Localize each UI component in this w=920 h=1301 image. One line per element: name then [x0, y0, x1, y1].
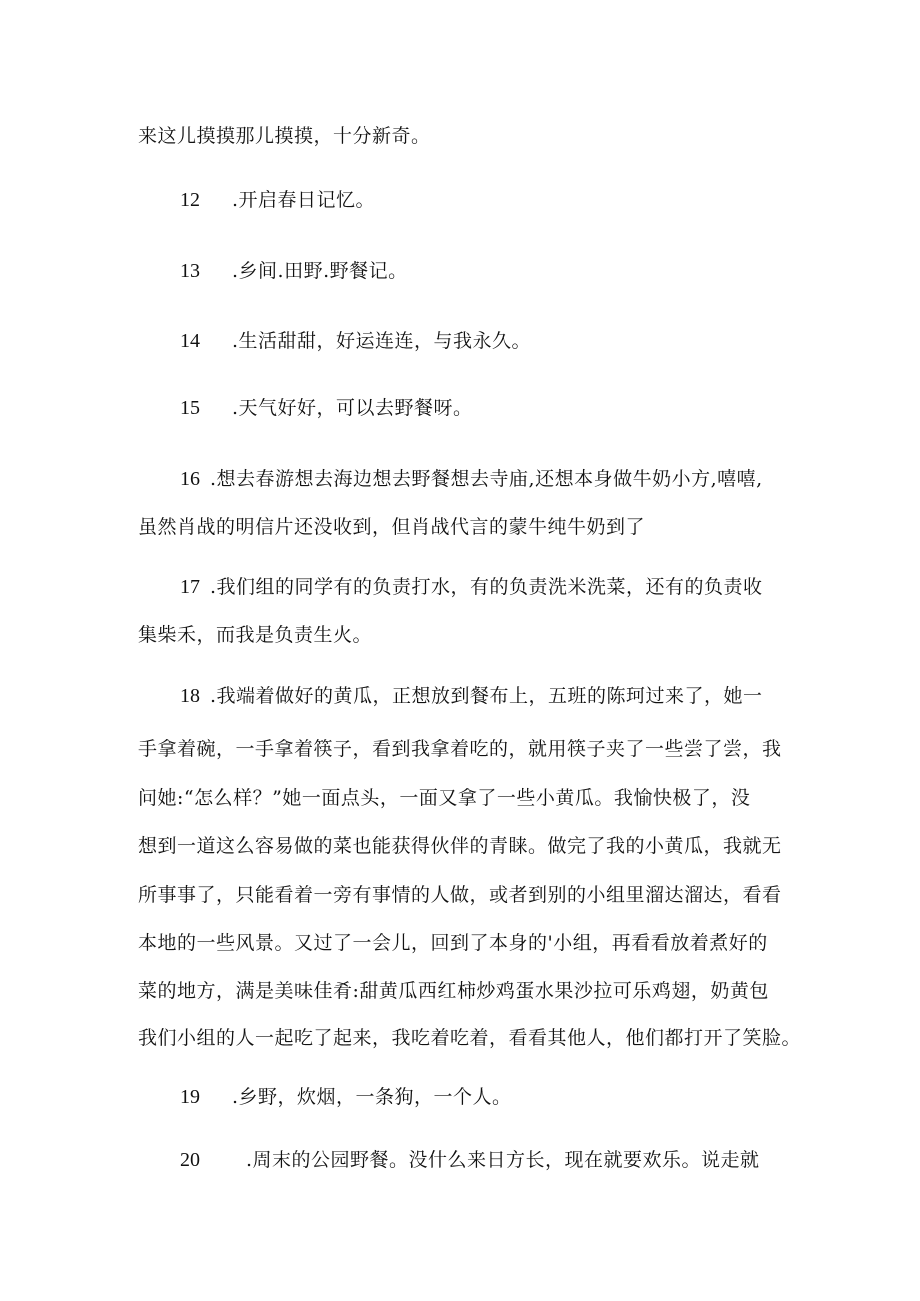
- item-text-line: 菜的地方，满是美味佳肴:甜黄瓜西红柿炒鸡蛋水果沙拉可乐鸡翅，奶黄包: [138, 980, 769, 1002]
- item-text: .天气好好，可以去野餐呀。: [232, 397, 473, 419]
- item-number: 12: [180, 189, 200, 211]
- item-text-line: 所事事了，只能看着一旁有事情的人做，或者到别的小组里溜达溜达，看看: [138, 884, 782, 906]
- item-number: 17: [180, 576, 200, 598]
- item-text-line: 本地的一些风景。又过了一会儿，回到了本身的'小组，再看看放着煮好的: [138, 932, 768, 954]
- intro-line: 来这儿摸摸那儿摸摸，十分新奇。: [138, 125, 431, 147]
- item-text-line: 集柴禾，而我是负责生火。: [138, 624, 373, 646]
- item-text: .开启春日记忆。: [232, 189, 376, 211]
- item-text-line: 问她:“怎么样？”她一面点头，一面又拿了一些小黄瓜。我愉快极了，没: [138, 787, 751, 809]
- item-text-line: 虽然肖战的明信片还没收到，但肖战代言的蒙牛纯牛奶到了: [138, 516, 646, 538]
- item-text-line: 想到一道这么容易做的菜也能获得伙伴的青睐。做完了我的小黄瓜，我就无: [138, 835, 782, 857]
- item-number: 16: [180, 468, 200, 490]
- item-number: 20: [180, 1149, 200, 1171]
- item-number: 19: [180, 1086, 200, 1108]
- item-text-line: 我们小组的人一起吃了起来，我吃着吃着，看看其他人，他们都打开了笑脸。: [138, 1027, 802, 1049]
- item-number: 18: [180, 685, 200, 707]
- item-text: .周末的公园野餐。没什么来日方长，现在就要欢乐。说走就: [246, 1149, 760, 1171]
- item-text: .生活甜甜，好运连连，与我永久。: [232, 330, 532, 352]
- item-text-line: .我们组的同学有的负责打水，有的负责洗米洗菜，还有的负责收: [210, 576, 763, 598]
- item-number: 14: [180, 330, 200, 352]
- item-text: .乡间.田野.野餐记。: [232, 260, 408, 282]
- item-number: 15: [180, 397, 200, 419]
- item-number: 13: [180, 260, 200, 282]
- item-text-line: .想去春游想去海边想去野餐想去寺庙,还想本身做牛奶小方,嘻嘻,: [210, 468, 763, 490]
- item-text-line: .我端着做好的黄瓜，正想放到餐布上，五班的陈珂过来了，她一: [210, 685, 763, 707]
- item-text: .乡野，炊烟，一条狗，一个人。: [232, 1086, 512, 1108]
- item-text-line: 手拿着碗，一手拿着筷子，看到我拿着吃的，就用筷子夹了一些尝了尝，我: [138, 738, 782, 760]
